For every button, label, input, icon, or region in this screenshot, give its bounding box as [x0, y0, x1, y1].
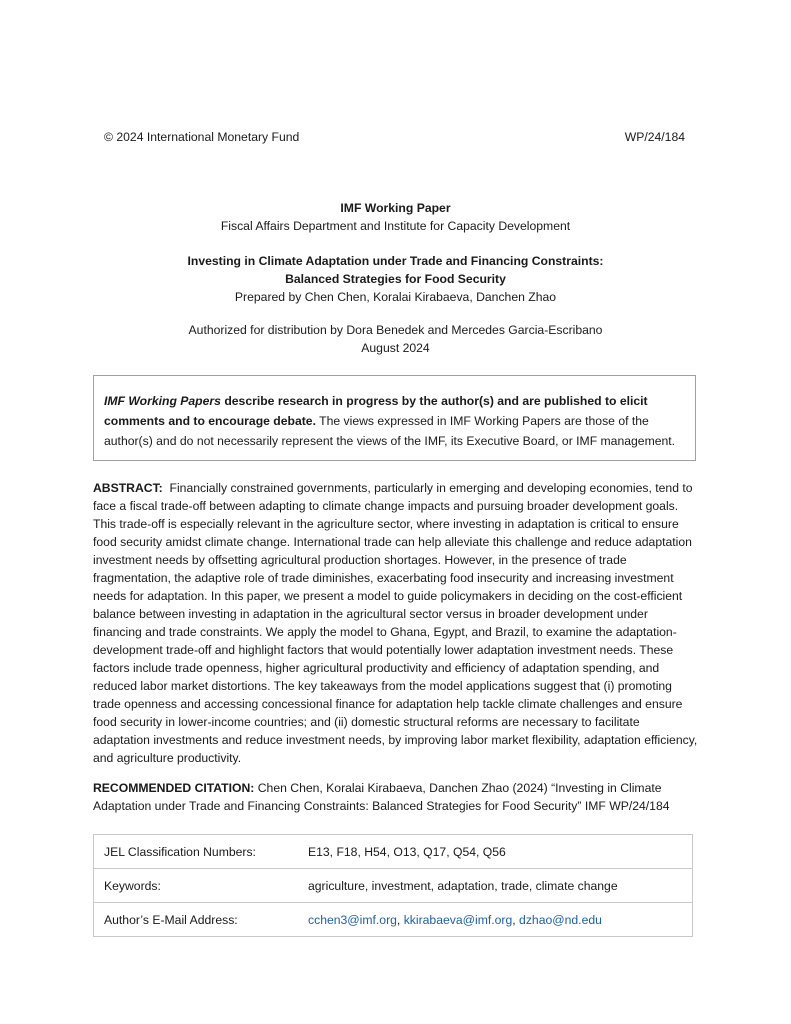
email-link-kirabaeva[interactable]: kkirabaeva@imf.org [403, 912, 513, 927]
authorization-block [0, 321, 791, 357]
abstract [93, 479, 699, 767]
citation-text: Chen Chen, Koralai Kirabaeva, Danchen Zhao (2024) “Investing in Climate Adaptation under Trade and Financing Constraints: Balanced Strategies for Food Security” IMF WP/24/184 [93, 781, 670, 813]
paper-title-line-2: Balanced Strategies for Food Security [285, 272, 506, 286]
abstract-text: Financially constrained governments, particularly in emerging and developing economies, tend to face a fiscal trade-off between adapting to climate change impacts and pursuing broader development goals. This trade-off is especially relevant in the agriculture sector, where investing in adaptation is critical to ensure food security amidst climate change. International trade can help alleviate this challenge and reduce adaptation investment needs by offsetting agricultural production shortages. However, in the presence of trade fragmentation, the adaptive role of trade diminishes, exacerbating food insecurity and increasing investment needs for adaptation. In this paper, we present a model to guide policymakers in deciding on the cost-efficient balance between investing in adaptation in the agricultural sector versus in broader development under financing and trade constraints. We apply the model to Ghana, Egypt, and Brazil, to examine the adaptation-development trade-off and highlight factors that would potentially lower adaptation investment needs. These factors include trade openness, higher agricultural productivity and efficiency of adaptation spending, and reduced labor market distortions. The key takeaways from the model applications suggest that (i) promoting trade openness and accessing concessional finance for adaptation help tackle climate challenges and ensure food security in lower-income countries; and (ii) domestic structural reforms are necessary to facilitate adaptation investments and reduce investment needs, by improving labor market flexibility, adaptation efficiency, and agriculture productivity. [93, 481, 698, 765]
series-name: IMF Working Paper [340, 201, 451, 215]
disclaimer-box [93, 375, 696, 461]
citation-label: RECOMMENDED CITATION: [93, 781, 255, 795]
keywords-value: agriculture, investment, adaptation, trade, climate change [298, 869, 693, 903]
keywords-label: Keywords: [94, 869, 299, 903]
email-values: cchen3@imf.org, kkirabaeva@imf.org, dzhao@nd.edu [298, 903, 693, 937]
paper-title-block [0, 252, 791, 306]
copyright-notice: © 2024 International Monetary Fund [104, 130, 300, 144]
jel-value: E13, F18, H54, O13, Q17, Q54, Q56 [298, 835, 693, 869]
email-link-chen[interactable]: cchen3@imf.org [308, 912, 397, 927]
publication-date: August 2024 [361, 341, 430, 355]
table-row [94, 869, 693, 903]
jel-label: JEL Classification Numbers: [94, 835, 299, 869]
disclaimer-plain-text: The views expressed in IMF Working Papers are those of the author(s) and do not necessarily represent the views of the IMF, its Executive Board, or IMF management. [104, 414, 676, 448]
authors: Prepared by Chen Chen, Koralai Kirabaeva, Danchen Zhao [234, 290, 557, 304]
paper-info-table [93, 834, 693, 937]
departments: Fiscal Affairs Department and Institute for Capacity Development [220, 219, 571, 233]
recommended-citation [93, 779, 699, 815]
title-block [0, 199, 791, 235]
table-row [94, 903, 693, 937]
email-link-zhao[interactable]: dzhao@nd.edu [519, 912, 602, 927]
working-paper-number: WP/24/184 [624, 130, 685, 144]
paper-title-line-1: Investing in Climate Adaptation under Trade and Financing Constraints: [187, 254, 604, 268]
disclaimer-bold-text: describe research in progress by the author(s) and are published to elicit comments and to encourage debate. [104, 394, 648, 428]
table-row [94, 835, 693, 869]
abstract-label: ABSTRACT: [93, 481, 163, 495]
disclaimer-italic-lead: IMF Working Papers [104, 394, 221, 408]
authorized-by: Authorized for distribution by Dora Benedek and Mercedes Garcia-Escribano [188, 323, 603, 337]
email-label: Author’s E-Mail Address: [94, 903, 299, 937]
